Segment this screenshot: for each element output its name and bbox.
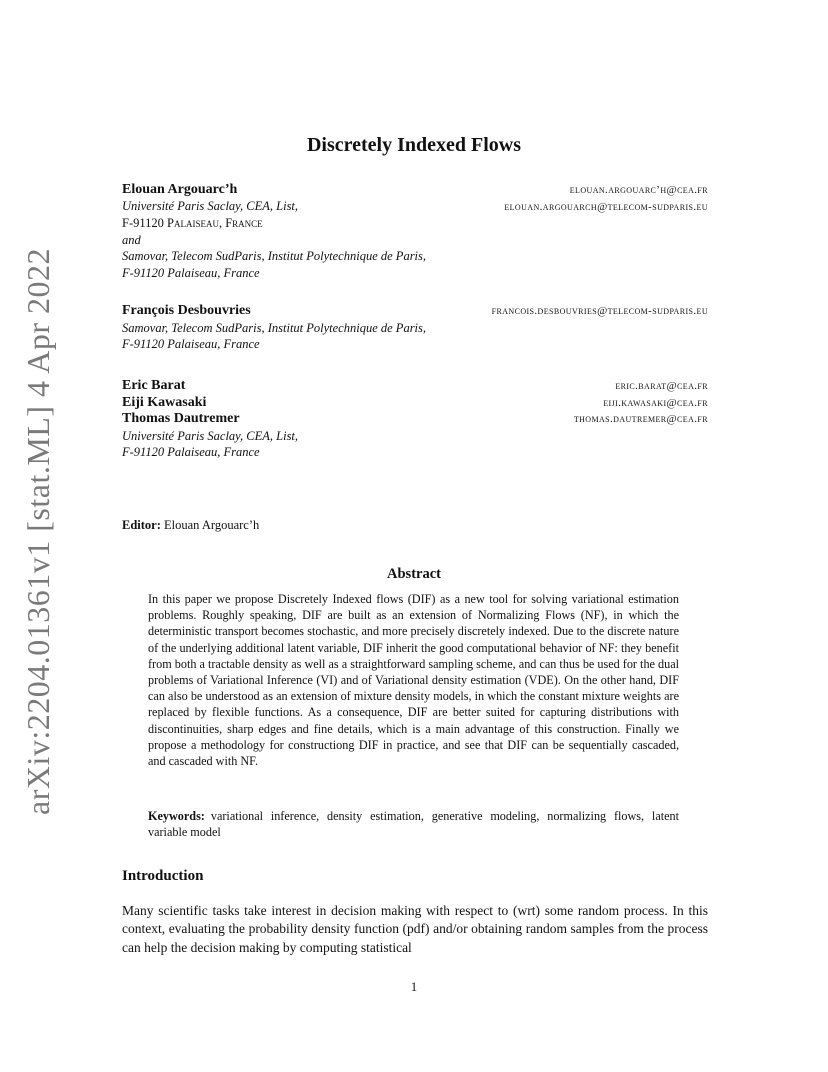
author-name: Eiji Kawasaki bbox=[122, 394, 207, 410]
author-block-argouarch bbox=[122, 182, 708, 281]
author-name: Elouan Argouarc’h bbox=[122, 182, 238, 197]
editor-line bbox=[122, 518, 259, 533]
editor-label: Editor: bbox=[122, 518, 161, 532]
author-affiliation-2: Samovar, Telecom SudParis, Institut Polytechnique de Paris, bbox=[122, 249, 427, 263]
keywords bbox=[148, 808, 679, 840]
page-number: 1 bbox=[410, 980, 418, 994]
abstract-text: In this paper we propose Discretely Indexed flows (DIF) as a new tool for solving variational estimation problems. Roughly speaking, DIF are built as an extension of Normalizing Flows (NF), in which the deterministic transport becomes stochastic, and more precisely discretely indexed. Due to the discrete nature of the underlying additional latent variable, DIF inherit the good computational behavior of NF: they benefit from both a tractable density as well as a straightforward sampling scheme, and can thus be used for the dual problems of Variational Inference (VI) and of Variational density estimation (VDE). On the other hand, DIF can also be understood as an extension of mixture density models, in which the constant mixture weights are replaced by flexible functions. As a consequence, DIF are better suited for capturing distributions with discontinuities, sharp edges and fine details, which is a main advantage of this construction. Finally we propose a methodology for constructiong DIF in practice, and see that DIF can be sequentially cascaded, and cascaded with NF. bbox=[148, 592, 679, 769]
author-affiliation: Université Paris Saclay, CEA, List, bbox=[122, 198, 299, 213]
author-email: elouan.argouarc’h@cea.fr bbox=[569, 184, 708, 196]
editor-name: Elouan Argouarc’h bbox=[164, 518, 260, 532]
author-block-cea bbox=[122, 378, 708, 461]
keywords-label: Keywords: bbox=[148, 809, 205, 823]
introduction-text: Many scientific tasks take interest in decision making with respect to (wrt) some random process. In this context, evaluating the probability density function (pdf) and/or obtaining random samples from the process can help the decision making by computing statistical bbox=[122, 903, 708, 955]
arxiv-identifier: arXiv:2204.01361v1 [stat.ML] 4 Apr 2022 bbox=[19, 247, 56, 815]
author-email: thomas.dautremer@cea.fr bbox=[573, 413, 708, 425]
author-block-desbouvries bbox=[122, 303, 708, 353]
author-affiliation: Samovar, Telecom SudParis, Institut Polytechnique de Paris, bbox=[122, 320, 427, 335]
author-address: F-91120 Palaiseau, France bbox=[122, 337, 260, 351]
author-affiliation: Université Paris Saclay, CEA, List, bbox=[122, 428, 299, 443]
section-heading-introduction: Introduction bbox=[122, 868, 204, 884]
author-email: eiji.kawasaki@cea.fr bbox=[603, 396, 708, 409]
author-email: eric.barat@cea.fr bbox=[615, 380, 708, 392]
author-name: Eric Barat bbox=[122, 378, 186, 393]
author-address: F-91120 Palaiseau, France bbox=[122, 216, 263, 230]
arxiv-sidebar-stamp bbox=[14, 247, 62, 815]
author-and: and bbox=[122, 232, 141, 247]
paper-title: Discretely Indexed Flows bbox=[306, 134, 522, 156]
abstract-heading: Abstract bbox=[387, 566, 441, 582]
author-email: francois.desbouvries@telecom-sudparis.eu bbox=[491, 305, 708, 317]
author-name: Thomas Dautremer bbox=[122, 411, 240, 426]
author-email-secondary: elouan.argouarch@telecom-sudparis.eu bbox=[504, 200, 708, 213]
author-address: F-91120 Palaiseau, France bbox=[122, 445, 260, 459]
keywords-text: variational inference, density estimation, generative modeling, normalizing flows, latent variable model bbox=[148, 809, 679, 840]
author-address-2: F-91120 Palaiseau, France bbox=[122, 265, 260, 280]
author-name: François Desbouvries bbox=[122, 303, 251, 318]
